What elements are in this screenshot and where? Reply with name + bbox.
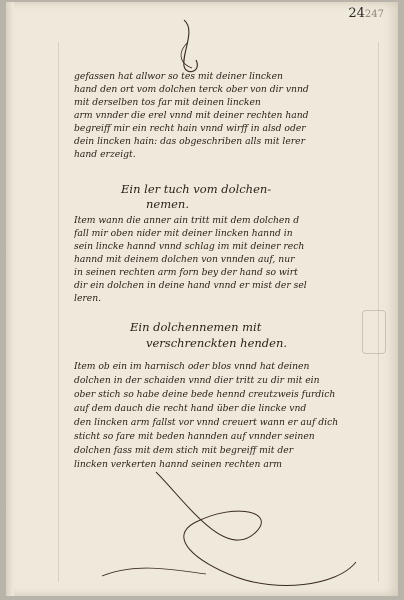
text-line: Item wann die anner ain tritt mit dem dolchen d	[74, 216, 300, 226]
section-heading-2-line1: Ein dolchennemen mit	[130, 320, 262, 334]
text-line: fall mir oben nider mit deiner lincken hannd in	[74, 229, 293, 239]
section-heading-1-line1: Ein ler tuch vom dolchen-	[121, 182, 272, 196]
faint-stamp	[362, 310, 386, 354]
section-heading-2-line2: verschrenckten henden.	[146, 336, 288, 350]
manuscript-page	[6, 2, 398, 596]
text-line: sticht so fare mit beden hannden auf vnnder seinen	[74, 432, 315, 442]
text-line: mit derselben tos far mit deinen lincken	[74, 98, 261, 108]
text-line: dir ein dolchen in deine hand vnnd er mist der sel	[74, 281, 307, 291]
text-line: lincken verkerten hannd seinen rechten arm	[74, 460, 282, 470]
folio-number-faint: 247	[364, 9, 384, 20]
text-line: hand den ort vom dolchen terck ober von dir vnnd	[74, 85, 309, 95]
text-line: begreiff mir ein recht hain vnnd wirff in alsd oder	[74, 124, 306, 134]
text-line: sein lincke hannd vnnd schlag im mit deiner rech	[74, 242, 305, 252]
folio-number-main: 24	[348, 6, 365, 21]
text-line: hand erzeigt.	[74, 150, 136, 160]
text-line: in seinen rechten arm forn bey der hand so wirt	[74, 268, 298, 278]
text-line: gefassen hat allwor so tes mit deiner lincken	[74, 72, 283, 82]
text-line: hannd mit deinem dolchen von vnnden auf, nur	[74, 255, 295, 265]
text-line: den lincken arm fallst vor vnnd creuert wann er auf dich	[74, 418, 339, 428]
text-line: auf dem dauch die recht hand über die lincke vnd	[74, 404, 307, 414]
text-line: Item ob ein im harnisch oder blos vnnd hat deinen	[74, 362, 310, 372]
text-line: dein lincken hain: das obgeschriben alls mit lerer	[74, 137, 305, 147]
text-line: leren.	[74, 294, 102, 304]
text-line: dolchen in der schaiden vnnd dier tritt zu dir mit ein	[74, 376, 320, 386]
text-line: ober stich so habe deine bede hennd creutzweis furdich	[74, 390, 336, 400]
text-line: dolchen fass mit dem stich mit begreiff mit der	[74, 446, 294, 456]
text-line: arm vnnder die erel vnnd mit deiner rechten hand	[74, 111, 309, 121]
section-heading-1-line2: nemen.	[146, 197, 189, 211]
